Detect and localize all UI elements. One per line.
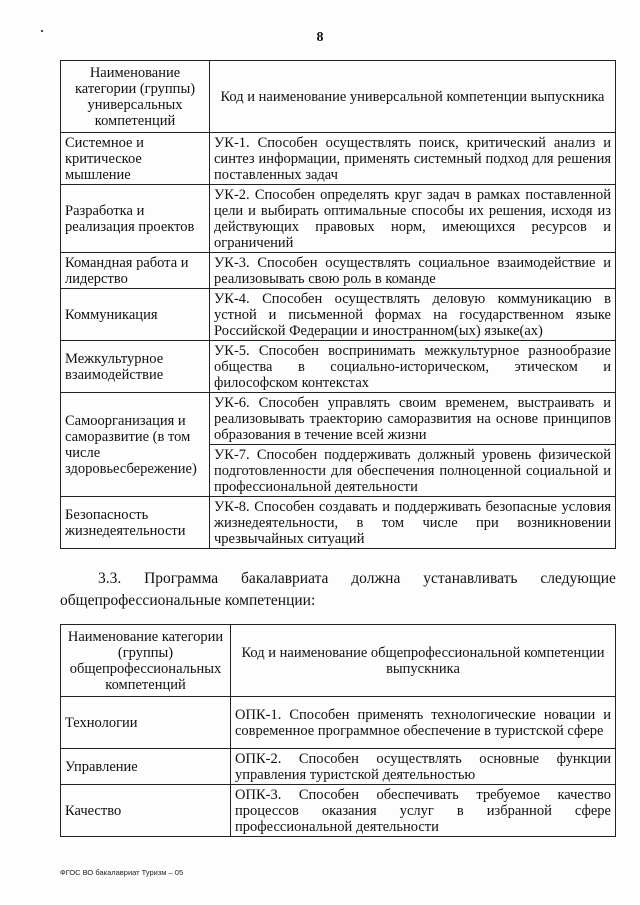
paragraph-word: бакалавриата	[241, 570, 329, 587]
category-cell: Разработка и реализация проектов	[61, 185, 210, 253]
general-professional-competencies-table	[60, 624, 616, 837]
table-row	[61, 253, 616, 289]
header-category: Наименование категории (группы) общепрофессиональных компетенций	[61, 625, 231, 697]
paragraph-word: должна	[351, 570, 401, 587]
header-category: Наименование категории (группы) универсальных компетенций	[61, 61, 210, 133]
section-number: 3.3.	[98, 570, 122, 587]
universal-competencies-table	[60, 60, 616, 549]
category-cell: Управление	[61, 749, 231, 785]
competency-cell: УК-2. Способен определять круг задач в рамках поставленной цели и выбирать оптимальные способы их решения, исходя из действующих правовых норм, имеющихся ресурсов и ограничений	[210, 185, 616, 253]
paragraph-word: Программа	[144, 570, 219, 587]
table-row	[61, 133, 616, 185]
competency-cell: УК-5. Способен воспринимать межкультурное разнообразие общества в социально-историческом, этическом и философском контекстах	[210, 341, 616, 393]
footer-text: ФГОС ВО бакалавриат Туризм – 05	[60, 868, 184, 877]
category-cell: Межкультурное взаимодействие	[61, 341, 210, 393]
category-cell: Системное и критическое мышление	[61, 133, 210, 185]
competency-cell: ОПК-2. Способен осуществлять основные функции управления туристской деятельностью	[231, 749, 616, 785]
section-paragraph	[60, 568, 616, 612]
table-row	[61, 185, 616, 253]
page-number: 8	[316, 30, 324, 45]
table-row	[61, 289, 616, 341]
competency-cell: УК-8. Способен создавать и поддерживать безопасные условия жизнедеятельности, в том числе при возникновении чрезвычайных ситуаций	[210, 497, 616, 549]
table-header-row	[61, 625, 616, 697]
table-header-row	[61, 61, 616, 133]
competency-cell: УК-3. Способен осуществлять социальное взаимодействие и реализовывать свою роль в команде	[210, 253, 616, 289]
competency-cell: ОПК-3. Способен обеспечивать требуемое качество процессов оказания услуг в избранной сфере профессиональной деятельности	[231, 785, 616, 837]
table-row	[61, 497, 616, 549]
table-row	[61, 785, 616, 837]
header-code: Код и наименование общепрофессиональной компетенции выпускника	[231, 625, 616, 697]
category-cell: Командная работа и лидерство	[61, 253, 210, 289]
category-cell: Безопасность жизнедеятельности	[61, 497, 210, 549]
competency-cell: ОПК-1. Способен применять технологические новации и современное программное обеспечение в туристской сфере	[231, 697, 616, 749]
category-cell: Коммуникация	[61, 289, 210, 341]
paragraph-word: устанавливать	[423, 570, 518, 587]
competency-cell: УК-1. Способен осуществлять поиск, критический анализ и синтез информации, применять системный подход для решения поставленных задач	[210, 133, 616, 185]
competency-cell: УК-7. Способен поддерживать должный уровень физической подготовленности для обеспечения полноценной социальной и профессиональной деятельности	[210, 445, 616, 497]
table-row	[61, 697, 616, 749]
paragraph-word: следующие	[540, 570, 616, 587]
table-row	[61, 393, 616, 445]
table-row	[61, 749, 616, 785]
header-code: Код и наименование универсальной компетенции выпускника	[210, 61, 616, 133]
table-row	[61, 341, 616, 393]
paragraph-line: общепрофессиональные компетенции:	[60, 592, 316, 609]
category-cell: Качество	[61, 785, 231, 837]
competency-cell: УК-6. Способен управлять своим временем, выстраивать и реализовывать траекторию саморазвития на основе принципов образования в течение всей жизни	[210, 393, 616, 445]
category-cell: Самоорганизация и саморазвитие (в том числе здоровьесбережение)	[61, 393, 210, 497]
competency-cell: УК-4. Способен осуществлять деловую коммуникацию в устной и письменной формах на государственном языке Российской Федерации и иностранном(ых) языке(ах)	[210, 289, 616, 341]
category-cell: Технологии	[61, 697, 231, 749]
